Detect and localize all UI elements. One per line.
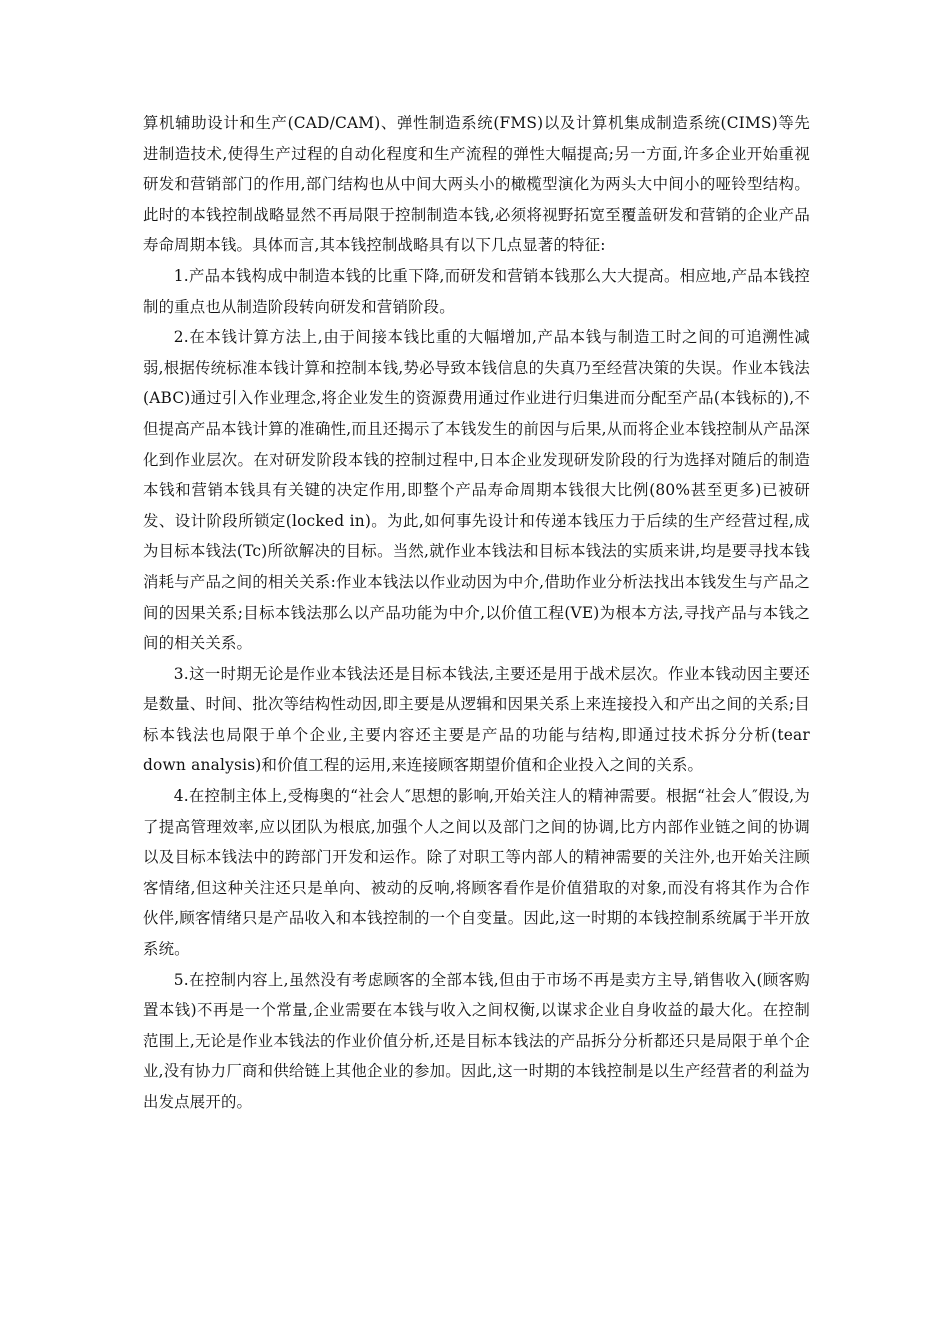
paragraph-item-1: 1.产品本钱构成中制造本钱的比重下降,而研发和营销本钱那么大大提高。相应地,产品本钱控制的重点也从制造阶段转向研发和营销阶段。	[143, 266, 810, 316]
paragraph-item-5: 5.在控制内容上,虽然没有考虑顾客的全部本钱,但由于市场不再是卖方主导,销售收入(顾客购置本钱)不再是一个常量,企业需要在本钱与收入之间权衡,以谋求企业自身收益的最大化。在控制范围上,无论是作业本钱法的作业价值分析,还是目标本钱法的产品拆分分析都还只是局限于单个企业,没有协力厂商和供给链上其他企业的参加。因此,这一时期的本钱控制是以生产经营者的利益为出发点展开的。	[143, 970, 810, 1111]
paragraph-intro: 算机辅助设计和生产(CAD/CAM)、弹性制造系统(FMS)以及计算机集成制造系统(CIMS)等先进制造技术,使得生产过程的自动化程度和生产流程的弹性大幅提高;另一方面,许多企业开始重视研发和营销部门的作用,部门结构也从中间大两头小的橄榄型演化为两头大中间小的哑铃型结构。此时的本钱控制战略显然不再局限于控制制造本钱,必须将视野拓宽至覆盖研发和营销的企业产品寿命周期本钱。具体而言,其本钱控制战略具有以下几点显著的特征:	[143, 114, 810, 255]
document-body	[143, 108, 810, 1118]
paragraph-item-2: 2.在本钱计算方法上,由于间接本钱比重的大幅增加,产品本钱与制造工时之间的可追溯性减弱,根据传统标准本钱计算和控制本钱,势必导致本钱信息的失真乃至经营决策的失误。作业本钱法(ABC)通过引入作业理念,将企业发生的资源费用通过作业进行归集进而分配至产品(本钱标的),不但提高产品本钱计算的准确性,而且还揭示了本钱发生的前因与后果,从而将企业本钱控制从产品深化到作业层次。在对研发阶段本钱的控制过程中,日本企业发现研发阶段的行为选择对随后的制造本钱和营销本钱具有关键的决定作用,即整个产品寿命周期本钱很大比例(80%甚至更多)已被研发、设计阶段所锁定(locked in)。为此,如何事先设计和传递本钱压力于后续的生产经营过程,成为目标本钱法(Tc)所欲解决的目标。当然,就作业本钱法和目标本钱法的实质来讲,均是要寻找本钱消耗与产品之间的相关关系:作业本钱法以作业动因为中介,借助作业分析法找出本钱发生与产品之间的因果关系;目标本钱法那么以产品功能为中介,以价值工程(VE)为根本方法,寻找产品与本钱之间的相关关系。	[143, 328, 810, 653]
paragraph-item-4: 4.在控制主体上,受梅奥的“社会人″思想的影响,开始关注人的精神需要。根据“社会人″假设,为了提高管理效率,应以团队为根底,加强个人之间以及部门之间的协调,比方内部作业链之间的协调以及目标本钱法中的跨部门开发和运作。除了对职工等内部人的精神需要的关注外,也开始关注顾客情绪,但这种关注还只是单向、被动的反响,将顾客看作是价值猎取的对象,而没有将其作为合作伙伴,顾客情绪只是产品收入和本钱控制的一个自变量。因此,这一时期的本钱控制系统属于半开放系统。	[143, 787, 810, 959]
paragraph-item-3: 3.这一时期无论是作业本钱法还是目标本钱法,主要还是用于战术层次。作业本钱动因主要还是数量、时间、批次等结构性动因,即主要是从逻辑和因果关系上来连接投入和产出之间的关系;目标本钱法也局限于单个企业,主要内容还主要是产品的功能与结构,即通过技术拆分分析(tear down analysis)和价值工程的运用,来连接顾客期望价值和企业投入之间的关系。	[143, 664, 810, 775]
